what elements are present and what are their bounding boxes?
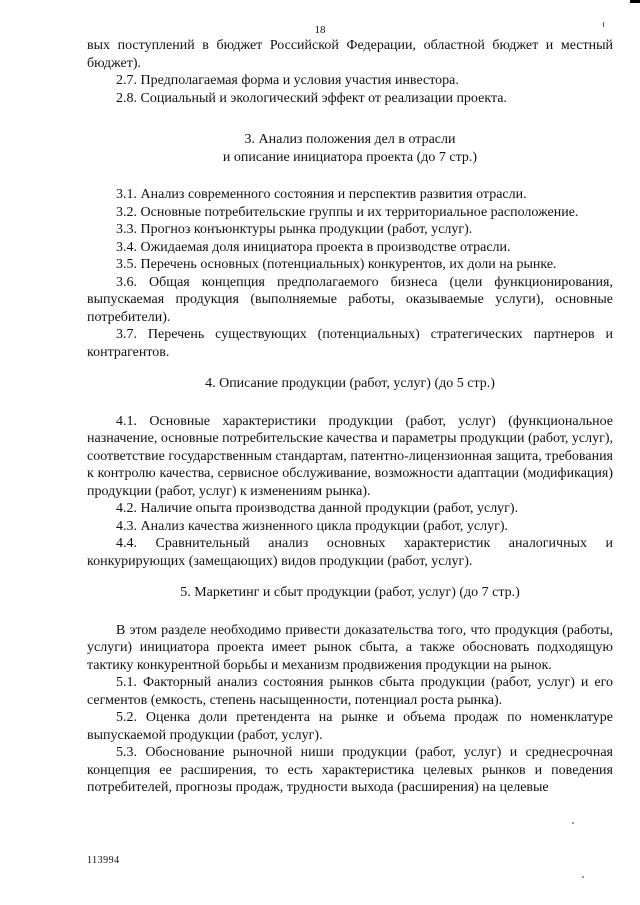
page-number: 18 — [314, 24, 326, 36]
paragraph-3-5: 3.5. Перечень основных (потенциальных) конкурентов, их доли на рынке. — [116, 257, 557, 272]
section-3-heading-line2: и описание инициатора проекта (до 7 стр.) — [222, 149, 478, 165]
document-body — [87, 37, 613, 797]
paragraph-5-1: 5.1. Факторный анализ состояния рынков сбыта продукции (работ, услуг) и его сегментов (емкость, степень насыщенности, потенциал роста рынка). — [87, 675, 613, 708]
paragraph-3-3: 3.3. Прогноз конъюнктуры рынка продукции (работ, услуг). — [116, 222, 473, 237]
paragraph-3-2: 3.2. Основные потребительские группы и их территориальное расположение. — [116, 204, 579, 220]
paragraph-4-4: 4.4. Сравнительный анализ основных характеристик аналогичных и конкурирующих (замещающих) видов продукции (работ, услуг). — [87, 536, 613, 569]
scan-corner-mark — [630, 0, 640, 3]
paragraph-2-7: 2.7. Предполагаемая форма и условия участия инвестора. — [116, 73, 459, 88]
paragraph-5-3: 5.3. Обоснование рыночной ниши продукции (работ, услуг) и среднесрочная концепция ее расширения, то есть характеристика целевых рынков и поведения потребителей, прогнозы продаж, трудности выхода (расширения) на целевые — [87, 745, 613, 795]
section-4-heading: 4. Описание продукции (работ, услуг) (до 5 стр.) — [205, 376, 495, 391]
paragraph-3-6: 3.6. Общая концепция предполагаемого бизнеса (цели функционирования, выпускаемая продукция (выполняемые работы, оказываемые услуги), основные потребители). — [87, 274, 613, 325]
paragraph-4-2: 4.2. Наличие опыта производства данной продукции (работ, услуг). — [116, 501, 519, 516]
paragraph-continuation: вых поступлений в бюджет Российской Федерации, областной бюджет и местный бюджет). — [87, 38, 613, 71]
paragraph-5-intro: В этом разделе необходимо привести доказательства того, что продукция (работы, услуги) инициатора проекта имеет рынок сбыта, а также обосновать подходящую тактику конкурентной борьбы и механизм продвижения продукции на рынок. — [87, 622, 613, 673]
paragraph-4-1: 4.1. Основные характеристики продукции (работ, услуг) (функциональное назначение, основные потребительские качества и параметры продукции (работ, услуг), соответствие государственным стандартам, патентно-лицензионная защита, требования к контролю качества, сервисное обслуживание, возможности адаптации (модификация) продукции (работ, услуг) к изменениям рынка). — [87, 413, 613, 499]
section-3-heading-line1: 3. Анализ положения дел в отрасли — [244, 132, 456, 147]
paragraph-2-8: 2.8. Социальный и экологический эффект от реализации проекта. — [116, 90, 507, 106]
footer-document-code: 113994 — [87, 855, 120, 866]
paragraph-3-7: 3.7. Перечень существующих (потенциальных) стратегических партнеров и контрагентов. — [87, 327, 613, 360]
paragraph-3-1: 3.1. Анализ современного состояния и перспектив развития отрасли. — [116, 187, 527, 202]
section-5-heading: 5. Маркетинг и сбыт продукции (работ, услуг) (до 7 стр.) — [180, 585, 520, 600]
paragraph-3-4: 3.4. Ожидаемая доля инициатора проекта в производстве отрасли. — [116, 239, 511, 255]
paragraph-5-2: 5.2. Оценка доли претендента на рынке и объема продаж по номенклатуре выпускаемой продукции (работ, услуг). — [87, 710, 613, 743]
scan-speck — [572, 822, 574, 824]
paragraph-4-3: 4.3. Анализ качества жизненного цикла продукции (работ, услуг). — [116, 518, 509, 534]
scan-speck — [582, 876, 584, 878]
